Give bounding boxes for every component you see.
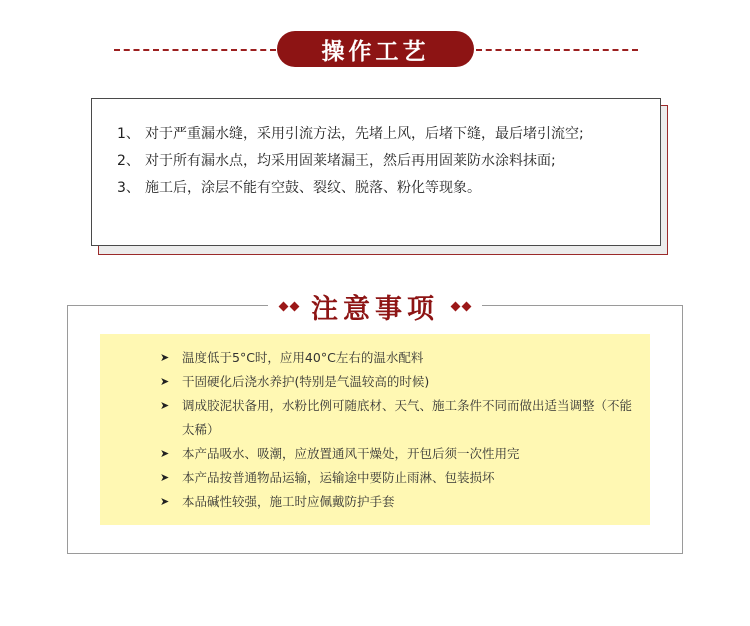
notice-item [158, 394, 638, 442]
arrow-bullet-icon: ➤ [160, 375, 170, 388]
diamond-ornament-left-icon [279, 303, 299, 310]
notice-list [158, 346, 638, 514]
notice-item-text: 温度低于5°C时，应用40°C左右的温水配料 [182, 350, 424, 365]
notice-item-text: 干固硬化后浇水养护(特别是气温较高的时候) [182, 374, 430, 389]
notice-header [268, 288, 482, 324]
process-step [117, 148, 645, 175]
title-divider-right [476, 49, 638, 51]
process-title: 操作工艺 [277, 31, 474, 67]
arrow-bullet-icon: ➤ [160, 471, 170, 484]
notice-item-text: 调成胶泥状备用，水粉比例可随底材、天气、施工条件不同而做出适当调整（不能太稀） [182, 398, 633, 437]
notice-item [158, 346, 638, 370]
notice-title: 注意事项 [311, 293, 439, 325]
arrow-bullet-icon: ➤ [160, 351, 170, 364]
process-card [91, 98, 661, 246]
notice-item-text: 本产品按普通物品运输，运输途中要防止雨淋、包装损坏 [182, 470, 495, 485]
title-divider-left [114, 49, 276, 51]
notice-item [158, 370, 638, 394]
arrow-bullet-icon: ➤ [160, 447, 170, 460]
notice-item-text: 本产品吸水、吸潮，应放置通风干燥处，开包后须一次性用完 [182, 446, 520, 461]
notice-item [158, 466, 638, 490]
process-step [117, 121, 645, 148]
notice-item [158, 490, 638, 514]
arrow-bullet-icon: ➤ [160, 399, 170, 412]
notice-item [158, 442, 638, 466]
process-steps [117, 121, 645, 202]
arrow-bullet-icon: ➤ [160, 495, 170, 508]
step-number: 2、 [117, 153, 140, 169]
process-step [117, 175, 645, 202]
step-text: 对于所有漏水点，均采用固莱堵漏王，然后再用固莱防水涂料抹面; [145, 153, 556, 169]
notice-panel [100, 334, 650, 525]
diamond-ornament-right-icon [451, 303, 471, 310]
step-number: 1、 [117, 126, 140, 142]
step-number: 3、 [117, 180, 140, 196]
step-text: 施工后，涂层不能有空鼓、裂纹、脱落、粉化等现象。 [145, 180, 481, 196]
step-text: 对于严重漏水缝，采用引流方法，先堵上风，后堵下缝，最后堵引流空; [145, 126, 584, 142]
notice-item-text: 本品碱性较强，施工时应佩戴防护手套 [182, 494, 395, 509]
